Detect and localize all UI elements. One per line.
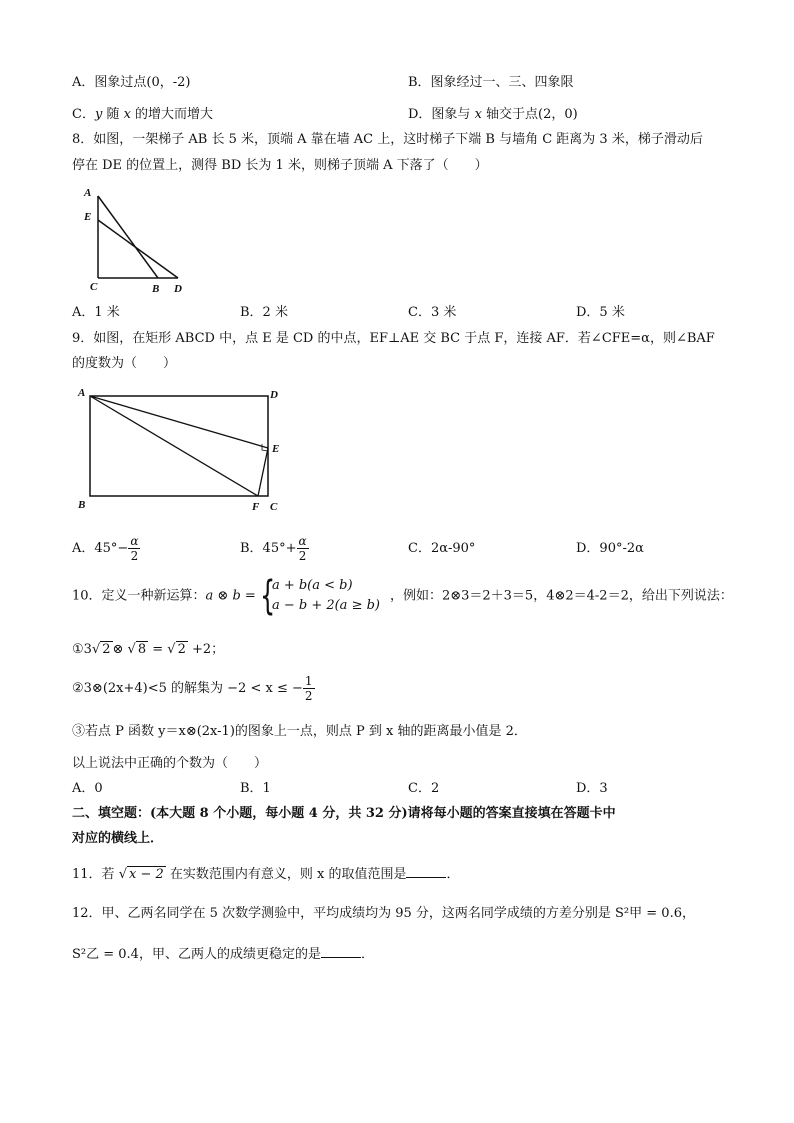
- q8-label-e: E: [84, 211, 92, 223]
- q9-label-a: A: [78, 387, 86, 399]
- q10-statement-2: ②3⊗(2x+4)<5 的解集为 −2 < x ≤ − $\frac{1}{2}$: [72, 674, 313, 703]
- q9-rectangle-figure: [76, 384, 286, 514]
- q10-option-d: D．3: [576, 781, 608, 796]
- q8-option-c: C．3 米: [408, 305, 457, 320]
- q10-statement-3: ③若点 P 函数 y＝x⊗(2x-1)的图象上一点，则点 P 到 x 轴的距离最小值是 2．: [72, 724, 527, 739]
- q10-question: 以上说法中正确的个数为（ ）: [72, 756, 268, 771]
- q11-answer-blank[interactable]: [406, 865, 446, 878]
- q8-ladder-figure: [78, 182, 190, 294]
- q9-option-a: A．45°− $\frac{\alpha}{2}$: [72, 534, 139, 563]
- q8-label-c: C: [90, 281, 98, 293]
- q10-definition: 10．定义一种新运算：a ⊗ b = { a + b(a < b) a − b + 2(a ≥ b) ，例如：2⊗3＝2＋3＝5，4⊗2＝4-2＝2，给出下列说法：: [72, 573, 733, 619]
- q11-stem: 11．若 √ x − 2 在实数范围内有意义，则 x 的取值范围是 ．: [72, 867, 460, 882]
- q8-option-d: D．5 米: [576, 305, 625, 320]
- q9-option-d: D．90°-2α: [576, 541, 644, 556]
- q10-option-b: B．1: [240, 781, 271, 796]
- q8-ladder-de: [98, 220, 178, 278]
- q12-stem-line1: 12．甲、乙两名同学在 5 次数学测验中，平均成绩均为 95 分，这两名同学成绩的方差分别是 S²甲 = 0.6，: [72, 906, 695, 921]
- q9-label-c: C: [270, 501, 278, 513]
- q9-rect-abcd: [90, 396, 268, 496]
- q10-statement-1: ①3√ 2 ⊗ √ 8 = √ 2 +2；: [72, 642, 225, 657]
- section-2-heading-line1: 二、填空题：(本大题 8 个小题，每小题 4 分，共 32 分)请将每小题的答案直接填在答题卡中: [72, 806, 616, 821]
- q9-label-f: F: [252, 501, 260, 513]
- q9-segment-ae: [90, 396, 268, 448]
- q9-segment-ef: [258, 448, 268, 496]
- q8-option-a: A．1 米: [72, 305, 120, 320]
- q9-label-d: D: [270, 389, 278, 401]
- q9-option-c: C．2α-90°: [408, 541, 476, 556]
- q9-option-b: B．45°+ $\frac{\alpha}{2}$: [240, 534, 307, 563]
- q9-segment-af: [90, 396, 258, 496]
- section-2-heading-line2: 对应的横线上．: [72, 831, 164, 846]
- q9-label-e: E: [272, 443, 280, 455]
- q7-option-a: A．图象过点(0，-2): [72, 75, 191, 90]
- q7-option-d: D．图象与 x 轴交于点(2，0): [408, 107, 578, 122]
- q7-option-c: C．y 随 x 的增大而增大: [72, 107, 214, 122]
- q8-label-a: A: [84, 187, 92, 199]
- q9-stem-line2: 的度数为（ ）: [72, 356, 177, 371]
- q8-option-b: B．2 米: [240, 305, 288, 320]
- q7-option-b: B．图象经过一、三、四象限: [408, 75, 574, 90]
- q10-option-a: A．0: [72, 781, 103, 796]
- q8-ladder-ab: [98, 196, 158, 278]
- q10-case-1: a + b(a < b): [271, 578, 353, 593]
- q8-label-d: D: [174, 283, 182, 294]
- q10-option-c: C．2: [408, 781, 440, 796]
- q12-answer-blank[interactable]: [321, 945, 361, 958]
- q12-stem-line2: S²乙 = 0.4，甲、乙两人的成绩更稳定的是 ．: [72, 947, 374, 962]
- q8-label-b: B: [152, 283, 160, 294]
- q10-case-2: a − b + 2(a ≥ b): [271, 598, 380, 613]
- q8-stem-line1: 8．如图，一架梯子 AB 长 5 米，顶端 A 靠在墙 AC 上，这时梯子下端 B 与墙角 C 距离为 3 米，梯子滑动后: [72, 132, 703, 147]
- q9-stem-line1: 9．如图，在矩形 ABCD 中，点 E 是 CD 的中点，EF⊥AE 交 BC 于点 F，连接 AF．若∠CFE=α，则∠BAF: [72, 331, 715, 346]
- q8-stem-line2: 停在 DE 的位置上，测得 BD 长为 1 米，则梯子顶端 A 下落了（ ）: [72, 158, 488, 173]
- q9-label-b: B: [78, 499, 86, 511]
